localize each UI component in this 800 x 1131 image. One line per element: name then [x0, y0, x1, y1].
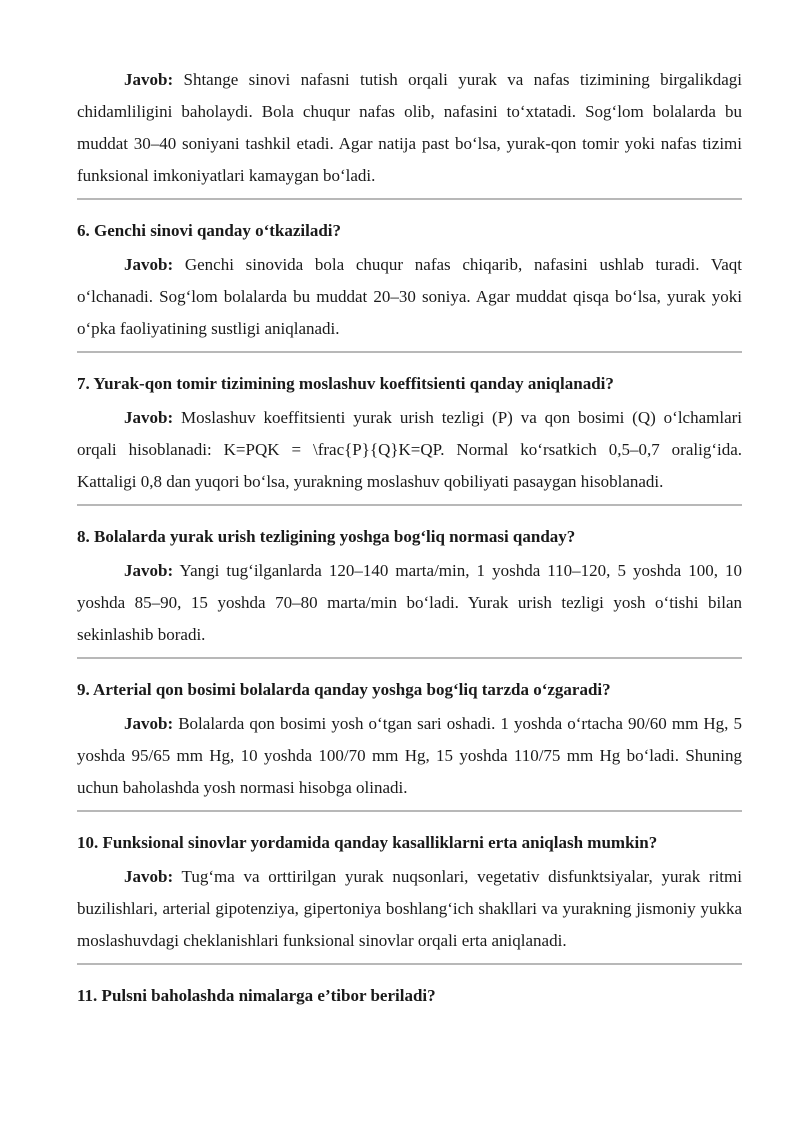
document-page — [77, 64, 742, 1014]
qa-section-10 — [77, 832, 742, 965]
section-divider — [77, 504, 742, 506]
answer-label: Javob: — [124, 408, 174, 427]
answer-paragraph — [77, 708, 742, 804]
answer-text: Tug‘ma va orttirilgan yurak nuqsonlari, vegetativ disfunktsiyalar, yurak ritmi buzilishlari, arterial gipotenziya, gipertoniya boshlang‘ich shakllari va yurakning jismoniy yukka moslashuvdagi cheklanishlari funksional sinovlar orqali erta aniqlanadi. — [77, 867, 742, 950]
answer-text: Moslashuv koeffitsienti yurak urish tezligi (P) va qon bosimi (Q) o‘lchamlari orqali hisoblanadi: K=PQK = \frac{P}{Q}K=QP. Normal ko‘rsatkich 0,5–0,7 oralig‘ida. Kattaligi 0,8 dan yuqori bo‘lsa, yurakning moslashuv qobiliyati pasaygan hisoblanadi. — [77, 408, 743, 491]
section-divider — [77, 963, 742, 965]
answer-label: Javob: — [124, 255, 174, 274]
question-heading: 10. Funksional sinovlar yordamida qanday kasalliklarni erta aniqlash mumkin? — [77, 833, 658, 852]
section-divider — [77, 657, 742, 659]
answer-text: Genchi sinovida bola chuqur nafas chiqarib, nafasini ushlab turadi. Vaqt o‘lchanadi. Sog‘lom bolalarda bu muddat 20–30 soniya. Agar muddat qisqa bo‘lsa, yurak yoki o‘pka faoliyatining sustligi aniqlanadi. — [77, 255, 743, 338]
qa-section-6 — [77, 220, 742, 353]
question-heading: 9. Arterial qon bosimi bolalarda qanday yoshga bog‘liq tarzda o‘zgaradi? — [77, 680, 611, 699]
answer-paragraph — [77, 402, 742, 498]
answer-label: Javob: — [124, 561, 174, 580]
question-heading: 6. Genchi sinovi qanday o‘tkaziladi? — [77, 221, 342, 240]
qa-section-8 — [77, 526, 742, 659]
answer-label: Javob: — [124, 70, 174, 89]
answer-text: Shtange sinovi nafasni tutish orqali yurak va nafas tizimining birgalikdagi chidamliligini baholaydi. Bola chuqur nafas olib, nafasini to‘xtatadi. Sog‘lom bolalarda bu muddat 30–40 soniyani tashkil etadi. Agar natija past bo‘lsa, yurak-qon tomir yoki nafas tizimi funksional imkoniyatlari kamaygan bo‘ladi. — [77, 70, 743, 185]
answer-paragraph — [77, 555, 742, 651]
answer-label: Javob: — [124, 714, 174, 733]
qa-section-5 — [77, 64, 742, 200]
question-heading: 7. Yurak-qon tomir tizimining moslashuv koeffitsienti qanday aniqlanadi? — [77, 374, 614, 393]
answer-paragraph — [77, 861, 742, 957]
qa-section-7 — [77, 373, 742, 506]
question-heading: 11. Pulsni baholashda nimalarga e’tibor beriladi? — [77, 986, 436, 1005]
answer-label: Javob: — [124, 867, 174, 886]
section-divider — [77, 810, 742, 812]
section-divider — [77, 198, 742, 200]
section-divider — [77, 351, 742, 353]
answer-paragraph — [77, 249, 742, 345]
question-heading: 8. Bolalarda yurak urish tezligining yoshga bog‘liq normasi qanday? — [77, 527, 576, 546]
qa-section-11 — [77, 985, 742, 1007]
answer-paragraph — [77, 64, 742, 192]
answer-text: Yangi tug‘ilganlarda 120–140 marta/min, 1 yoshda 110–120, 5 yoshda 100, 10 yoshda 85–90, 15 yoshda 70–80 marta/min bo‘ladi. Yurak urish tezligi yosh o‘tishi bilan sekinlashib boradi. — [77, 561, 742, 644]
qa-section-9 — [77, 679, 742, 812]
answer-text: Bolalarda qon bosimi yosh o‘tgan sari oshadi. 1 yoshda o‘rtacha 90/60 mm Hg, 5 yoshda 95/65 mm Hg, 10 yoshda 100/70 mm Hg, 15 yoshda 110/75 mm Hg bo‘ladi. Shuning uchun baholashda yosh normasi hisobga olinadi. — [77, 714, 742, 797]
